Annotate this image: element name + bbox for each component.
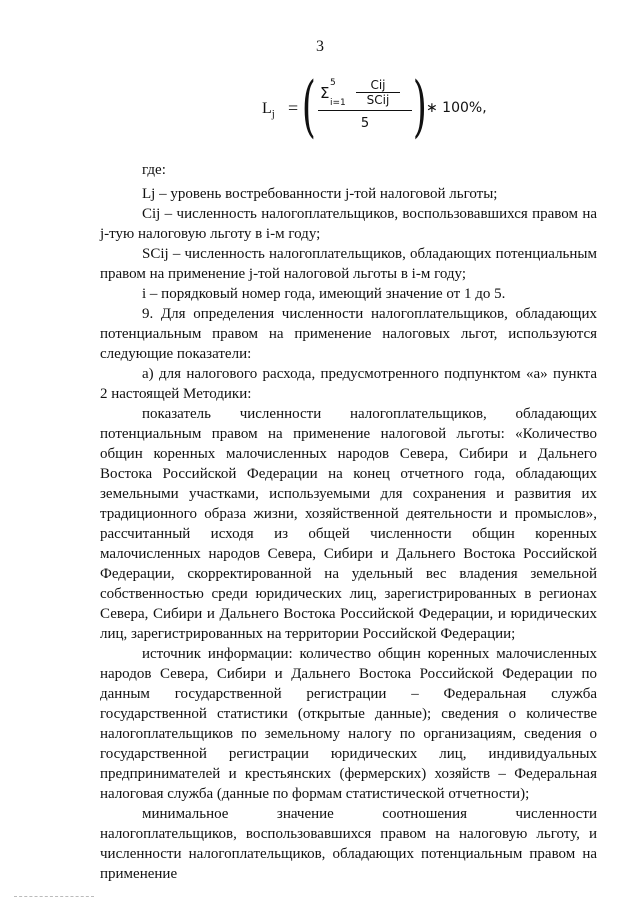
right-paren-icon: ) <box>412 68 427 145</box>
formula-equals: = <box>288 98 299 118</box>
formula-outer-fraction <box>318 78 414 142</box>
inner-denominator: SCij <box>366 93 390 107</box>
definition-scij: SCij – численность налогоплательщиков, обладающих потенциальным правом на применение j-той налоговой льготы в i-м году; <box>100 246 597 282</box>
formula-inner-fraction <box>356 78 400 107</box>
sigma-icon: Σ <box>320 84 330 102</box>
sum-lower-limit: i=1 <box>330 98 346 108</box>
formula-numerator <box>318 78 414 108</box>
document-body <box>100 160 597 884</box>
definition-lj: Lj – уровень востребованности j-той налоговой льготы; <box>142 186 498 202</box>
fraction-bar <box>318 110 412 111</box>
definition-cij: Cij – численность налогоплательщиков, воспользовавшихся правом на j-тую налоговую льготу в i-м году; <box>100 206 597 242</box>
subitem-a: а) для налогового расхода, предусмотренного подпунктом «а» пункта 2 настоящей Методики: <box>100 366 597 402</box>
inner-numerator: Cij <box>356 78 400 93</box>
scan-artifact <box>14 896 94 897</box>
where-label: где: <box>142 162 166 178</box>
demand-level-formula <box>262 68 487 145</box>
page-number: 3 <box>316 38 324 55</box>
indicator-paragraph: показатель численности налогоплательщиков, обладающих потенциальным правом на применение налоговой льготы: «Количество общин коренных малочисленных народов Севера, Сибири и Дальнего Востока Российской Федерации на конец отчетного года, обладающих земельными участками, используемыми для сохранения и развития их традиционного образа жизни, хозяйственной деятельности и промыслов», рассчитанный исходя из общей численности общин коренных малочисленных народов Севера, Сибири и Дальнего Востока Российской Федерации, скорректированной на удельный вес владения земельной собственностью среди юридических лиц, зарегистрированных в регионах Севера, Сибири и Дальнего Востока Российской Федерации, и юридических лиц, зарегистрированных на территории Российской Федерации; <box>100 406 597 642</box>
formula-multiplier: ∗ 100%, <box>426 100 487 116</box>
definition-i: i – порядковый номер года, имеющий значение от 1 до 5. <box>142 286 506 302</box>
source-paragraph: источник информации: количество общин коренных малочисленных народов Севера, Сибири и Дальнего Востока Российской Федерации по данным государственной регистрации – Федеральная служба государственной статистики (открытые данные); сведения о количестве налогоплательщиков по земельному налогу по организациям, сведения о государственной регистрации юридических лиц, индивидуальных предпринимателей и крестьянских (фермерских) хозяйств – Федеральная налоговая служба (данные по формам статистической отчетности); <box>100 646 597 802</box>
minimum-value-paragraph: минимальное значение соотношения численности налогоплательщиков, воспользовавшихся правом на налоговую льготу, и численности налогоплательщиков, обладающих потенциальным правом на применение <box>100 806 597 882</box>
left-paren-icon: ( <box>301 68 316 145</box>
paragraph-9: 9. Для определения численности налогоплательщиков, обладающих потенциальным правом на применение налоговых льгот, используются следующие показатели: <box>100 306 597 362</box>
formula-lhs: $L_j$ <box>262 100 275 121</box>
sum-upper-limit: 5 <box>330 78 336 88</box>
formula-denominator: 5 <box>360 116 370 131</box>
